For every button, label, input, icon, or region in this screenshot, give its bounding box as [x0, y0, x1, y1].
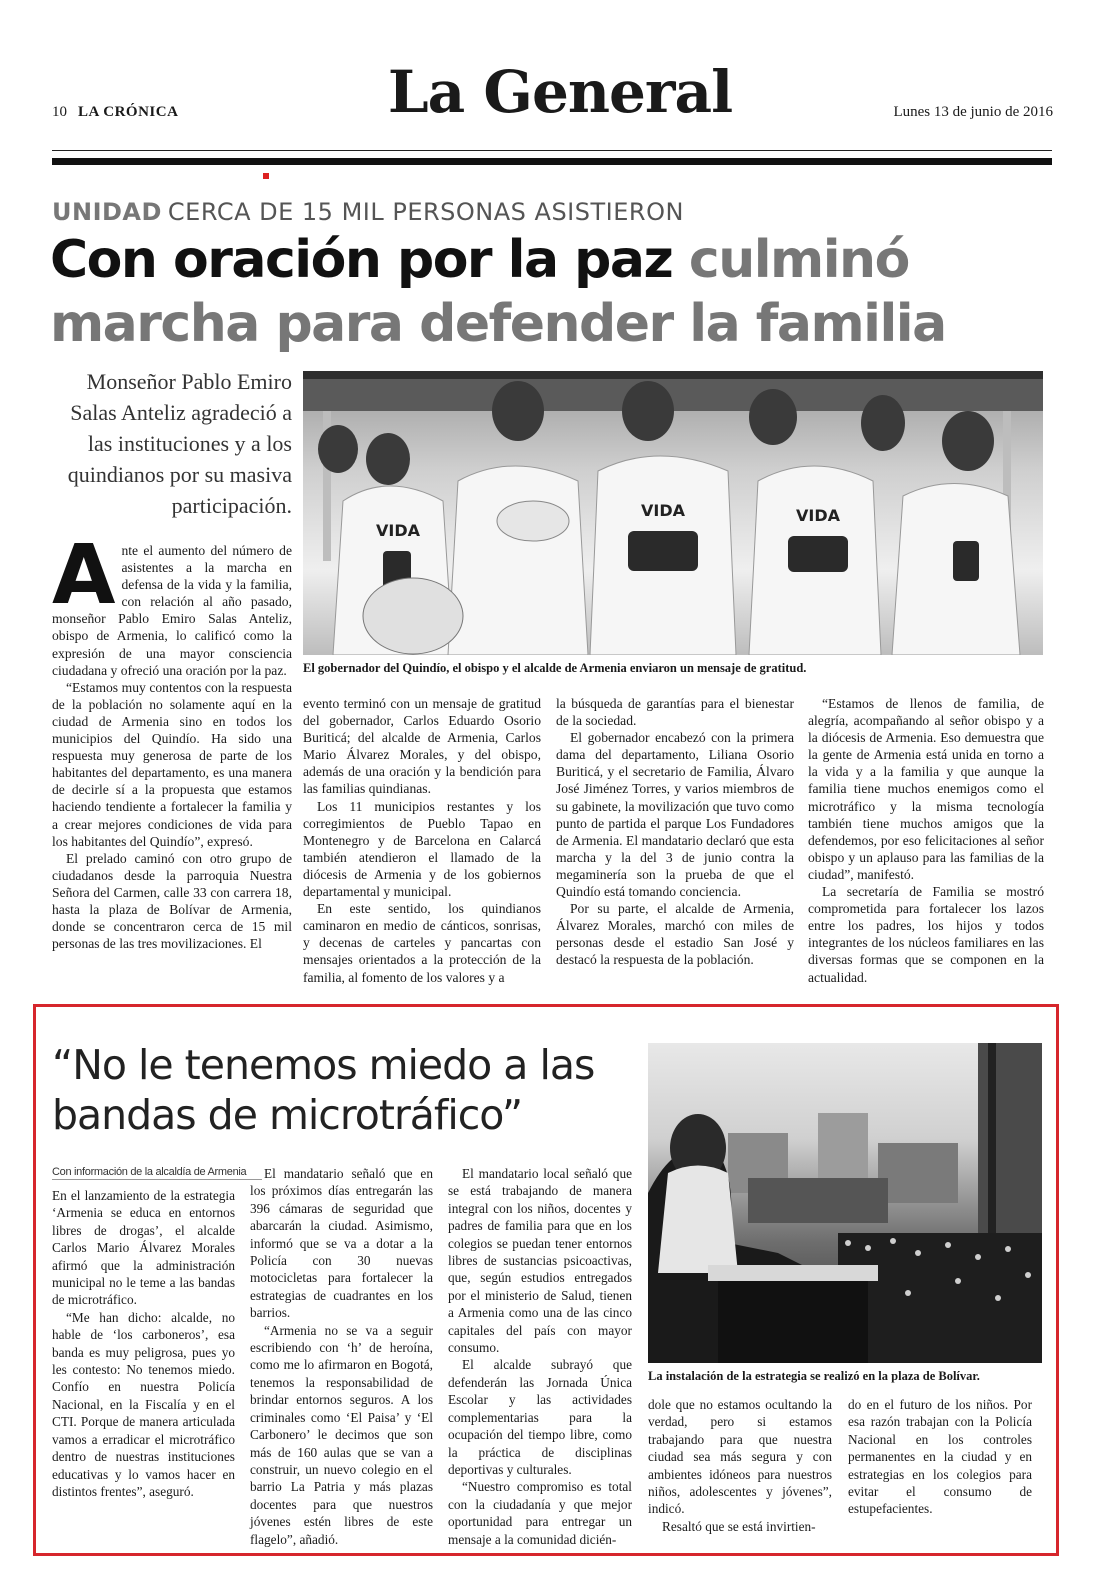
- issue-date: Lunes 13 de junio de 2016: [893, 104, 1053, 120]
- paragraph: dole que no estamos ocultando la verdad, pero si estamos trabajando para que nuestra ciudad sea más segura y con ambientes idóneos para nuestros niños, adolescentes y jóvenes”, indicó.: [648, 1397, 832, 1517]
- march-photo-illustration: [303, 371, 1043, 655]
- paragraph: Por su parte, el alcalde de Armenia, Álvarez Morales, marchó con miles de personas desde el estadio San José y destacó la respuesta de la población.: [556, 901, 794, 968]
- paragraph: El prelado caminó con otro grupo de ciudadanos desde la parroquia Nuestra Señora del Carmen, calle 33 con carrera 18, hasta la plaza de Bolívar de Armenia, donde se concentraron cerca de 15 mil personas de las tres movilizaciones. El: [52, 850, 292, 952]
- paragraph: evento terminó con un mensaje de gratitud del gobernador, Carlos Eduardo Osorio Buriticá; del alcalde de Armenia, Carlos Mario Álvarez Morales, y del obispo, además de una oración y la bendición para las familias quindianas.: [303, 696, 541, 797]
- article1-column-3: [556, 695, 794, 969]
- plaza-photo-illustration: [648, 1043, 1042, 1363]
- photo-caption: El gobernador del Quindío, el obispo y el alcalde de Armenia enviaron un mensaje de gratitud.: [303, 661, 807, 675]
- shirt-text-3: VIDA: [796, 506, 840, 525]
- paragraph: “Estamos de llenos de familia, de alegría, acompañando al señor obispo y a la diócesis de Armenia. Eso demuestra que la gente de Armenia está unida en torno a la vida y a la familia y que aunque la familia tiene muchos enemigos como el microtráfico y la misma tecnología también tiene muchos amigos que la defendemos, por eso felicitaciones al señor obispo y un aplauso para las familias de la ciudad”, manifestó.: [808, 696, 1044, 882]
- kicker-label: UNIDAD: [52, 198, 162, 226]
- plaza-photo: [648, 1043, 1042, 1363]
- article2-column-5: [848, 1396, 1032, 1518]
- article2-column-3: [448, 1165, 632, 1548]
- headline-dark-part: Con oración por la paz: [50, 230, 673, 290]
- paragraph: En este sentido, los quindianos caminaron en medio de cánticos, sonrisas, y decenas de carteles y pancartas con mensajes orientados a la protección de la familia, al fomento de los valores y a: [303, 901, 541, 985]
- kicker-text: CERCA DE 15 MIL PERSONAS ASISTIERON: [167, 198, 684, 226]
- article2-column-2: [250, 1165, 433, 1548]
- paragraph: “Me han dicho: alcalde, no hable de ‘los carboneros’, esa banda es muy peligrosa, pues yo les contesto: No tenemos miedo. Confío en nuestra Policía Nacional, en la Fiscalía y en el CTI. Porque de manera articulada vamos a erradicar el microtráfico dentro de nuestras instituciones educativas y lo vamos hacer en distintos frentes”, aseguró.: [52, 1309, 235, 1499]
- article-headline: [50, 228, 1060, 356]
- article1-column-2: [303, 695, 541, 986]
- paragraph: En el lanzamiento de la estrategia ‘Armenia se educa en entornos libres de drogas’, el alcalde Carlos Mario Álvarez Morales afirmó que la administración municipal no le teme a las bandas de microtráfico.: [52, 1188, 235, 1308]
- article2-column-1: [52, 1187, 235, 1500]
- article-kicker: [52, 198, 684, 226]
- paragraph: Los 11 municipios restantes y los corregimientos de Pueblo Tapao en Montenegro y de Barcelona en Calarcá también atendieron el llamado de la diócesis de Armenia y de los gobiernos departamental y municipal.: [303, 798, 541, 900]
- paragraph: El alcalde subrayó que defenderán las Jornada Única Escolar y las actividades complementarias para la ocupación del tiempo libre, como la práctica de disciplinas deportivas y culturales.: [448, 1357, 632, 1477]
- plaza-photo-caption: La instalación de la estrategia se realizó en la plaza de Bolívar.: [648, 1369, 980, 1383]
- paragraph: “Armenia no se va a seguir escribiendo con ‘h’ de heroína, como me lo afirmaron en Bogotá, tenemos la responsabilidad de brindar entornos seguros. A los criminales como ‘El Paisa’ y ‘El Carbonero’ le decimos que son más de 160 aulas que se van a construir, un nuevo colegio en el barrio La Patria y más plazas docentes para que nuestros jóvenes estén libres de este flagelo”, añadió.: [250, 1322, 433, 1547]
- red-marker: [263, 173, 269, 179]
- article1-column-4: [808, 695, 1044, 986]
- paragraph: El mandatario local señaló que se está trabajando de manera integral con los niños, docentes y padres de familia para que en los colegios se puedan tener entornos libres de sustancias psicoactivas, que, según estudios entregados por el ministerio de Salud, tienen a Armenia como una de las cinco capitales del país con mayor consumo.: [448, 1166, 632, 1356]
- lead-paragraph: [52, 528, 292, 679]
- page-number: 10: [52, 104, 67, 120]
- paragraph: “Estamos muy contentos con la respuesta de la población no solamente aquí en la ciudad de Armenia sino en todos los municipios del Quindío. Ha sido una respuesta muy generosa de parte de los habitantes del departamento, es una manera de decirle sí a la propuesta que estamos haciendo tendiente a fortalecer la familia y a crear mejores condiciones de vida para los habitantes del Quindío”, expresó.: [52, 679, 292, 849]
- drop-cap: A: [52, 528, 116, 623]
- paragraph: “Nuestro compromiso es total con la ciudadanía y que mejor oportunidad para entregar un mensaje a la comunidad dicién-: [448, 1479, 632, 1547]
- march-photo: [303, 371, 1043, 655]
- shirt-text-2: VIDA: [641, 501, 685, 520]
- paragraph: La secretaría de Familia se mostró comprometida para fortalecer los lazos entre los padres, los hijos y todos integrantes de los núcleos familiares en las diversas formas que se componen en la actualidad.: [808, 884, 1044, 985]
- header-rule-thin: [52, 150, 1052, 151]
- header-rule-thick: [52, 158, 1052, 165]
- newspaper-name: LA CRÓNICA: [78, 104, 179, 120]
- paragraph: El mandatario señaló que en los próximos días entregarán las 396 cámaras de seguridad que abarcarán la ciudad. Asimismo, informó que se va a dotar a la Policía con 30 nuevas motocicletas para fortalecer la estrategias de cuadrantes en los barrios.: [250, 1166, 433, 1321]
- shirt-text-1: VIDA: [376, 521, 420, 540]
- article1-column-1: [52, 528, 292, 952]
- lead-text: nte el aumento del número de asistentes a la marcha en defensa de la vida y la familia, con relación al año pasado, monseñor Pablo Emiro Salas Anteliz, obispo de Armenia, lo calificó como la expresión de una mayor consciencia ciudadana y ofreció una oración por la paz.: [52, 543, 292, 678]
- headline-grey-part: culminó marcha para defender la familia: [50, 230, 946, 354]
- paragraph: Resaltó que se está invirtien-: [662, 1518, 816, 1534]
- paragraph: do en el futuro de los niños. Por esa razón trabajan con la Policía Nacional en los controles permanentes en la ciudad y en estrategias en los colegios para evitar el consumo de estupefacientes.: [848, 1397, 1032, 1517]
- article-deck: Monseñor Pablo Emiro Salas Anteliz agradeció a las instituciones y a los quindianos por su masiva participación.: [67, 369, 292, 518]
- source-credit: Con información de la alcaldía de Armenia: [52, 1166, 262, 1180]
- article2-column-4: [648, 1396, 832, 1535]
- paragraph: El gobernador encabezó con la primera dama del departamento, Liliana Osorio Buriticá, y el secretario de Familia, Álvaro José Jiménez Torres, y varios miembros de su gabinete, la movilización que tuvo como punto de partida el parque Los Fundadores de Armenia. El mandatario declaró que esta marcha y la del 3 de junio contra la megaminería son la prueba de que el Quindío está tomando conciencia.: [556, 730, 794, 900]
- paragraph: la búsqueda de garantías para el bienestar de la sociedad.: [556, 696, 794, 729]
- section-title: La General: [387, 58, 733, 126]
- sidebar-headline: “No le tenemos miedo a las bandas de microtráfico”: [52, 1041, 595, 1139]
